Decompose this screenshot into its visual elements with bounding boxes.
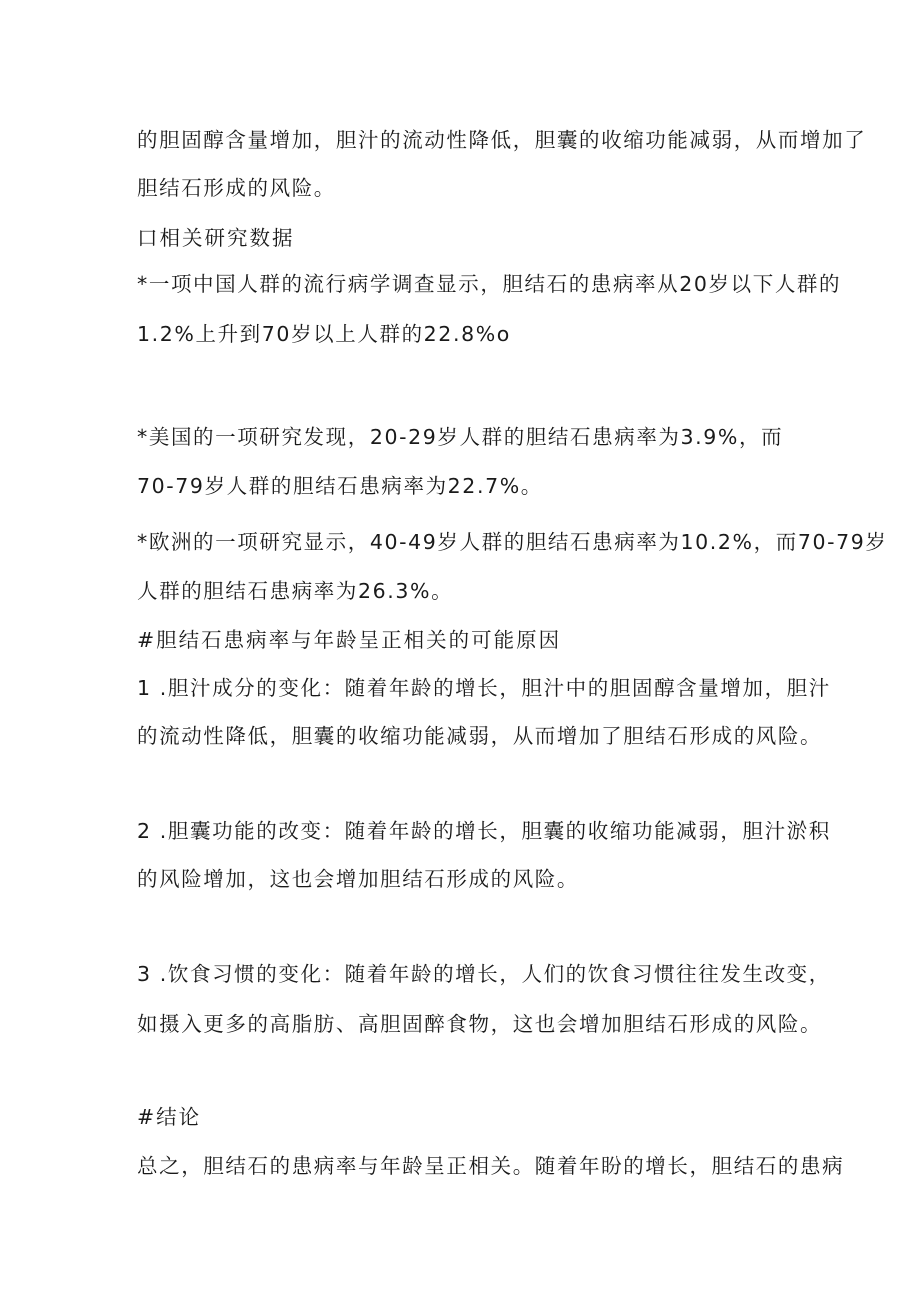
list-item-bile-composition: 1 .胆汁成分的变化：随着年龄的增长，胆汁中的胆固醇含量增加，胆汁 xyxy=(137,676,831,700)
section-heading-research-data: 口相关研究数据 xyxy=(137,226,295,250)
list-item-gallbladder-function: 2 .胆囊功能的改变：随着年龄的增长，胆囊的收缩功能减弱，胆汁淤积 xyxy=(137,819,831,843)
list-item-europe-study-cont: 人群的胆结石患病率为26.3%。 xyxy=(137,579,454,603)
section-heading-causes: #胆结石患病率与年龄呈正相关的可能原因 xyxy=(137,628,562,652)
list-item-us-study-cont: 70-79岁人群的胆结石患病率为22.7%。 xyxy=(137,474,543,498)
conclusion-line: 总之，胆结石的患病率与年龄呈正相关。随着年盼的增长，胆结石的患病 xyxy=(137,1154,845,1178)
paragraph-line: 的胆固醇含量增加，胆汁的流动性降低，胆囊的收缩功能减弱，从而增加了 xyxy=(137,128,867,152)
section-heading-conclusion: #结论 xyxy=(137,1105,202,1129)
list-item-china-study: *一项中国人群的流行病学调查显示，胆结石的患病率从20岁以下人群的 xyxy=(137,272,842,296)
list-item-bile-composition-cont: 的流动性降低，胆囊的收缩功能减弱，从而增加了胆结石形成的风险。 xyxy=(137,724,823,748)
paragraph-line: 胆结石形成的风险。 xyxy=(137,176,336,200)
list-item-us-study: *美国的一项研究发现，20-29岁人群的胆结石患病率为3.9%，而 xyxy=(137,425,784,449)
list-item-diet-habits-cont: 如摄入更多的高脂肪、高胆固醉食物，这也会增加胆结石形成的风险。 xyxy=(137,1012,823,1036)
list-item-diet-habits: 3 .饮食习惯的变化：随着年龄的增长，人们的饮食习惯往往发生改变， xyxy=(137,962,831,986)
list-item-gallbladder-function-cont: 的风险增加，这也会增加胆结石形成的风险。 xyxy=(137,867,579,891)
list-item-europe-study: *欧洲的一项研究显示，40-49岁人群的胆结石患病率为10.2%，而70-79岁 xyxy=(137,530,888,554)
list-item-china-study-cont: 1.2%上升到70岁以上人群的22.8%o xyxy=(137,322,511,346)
